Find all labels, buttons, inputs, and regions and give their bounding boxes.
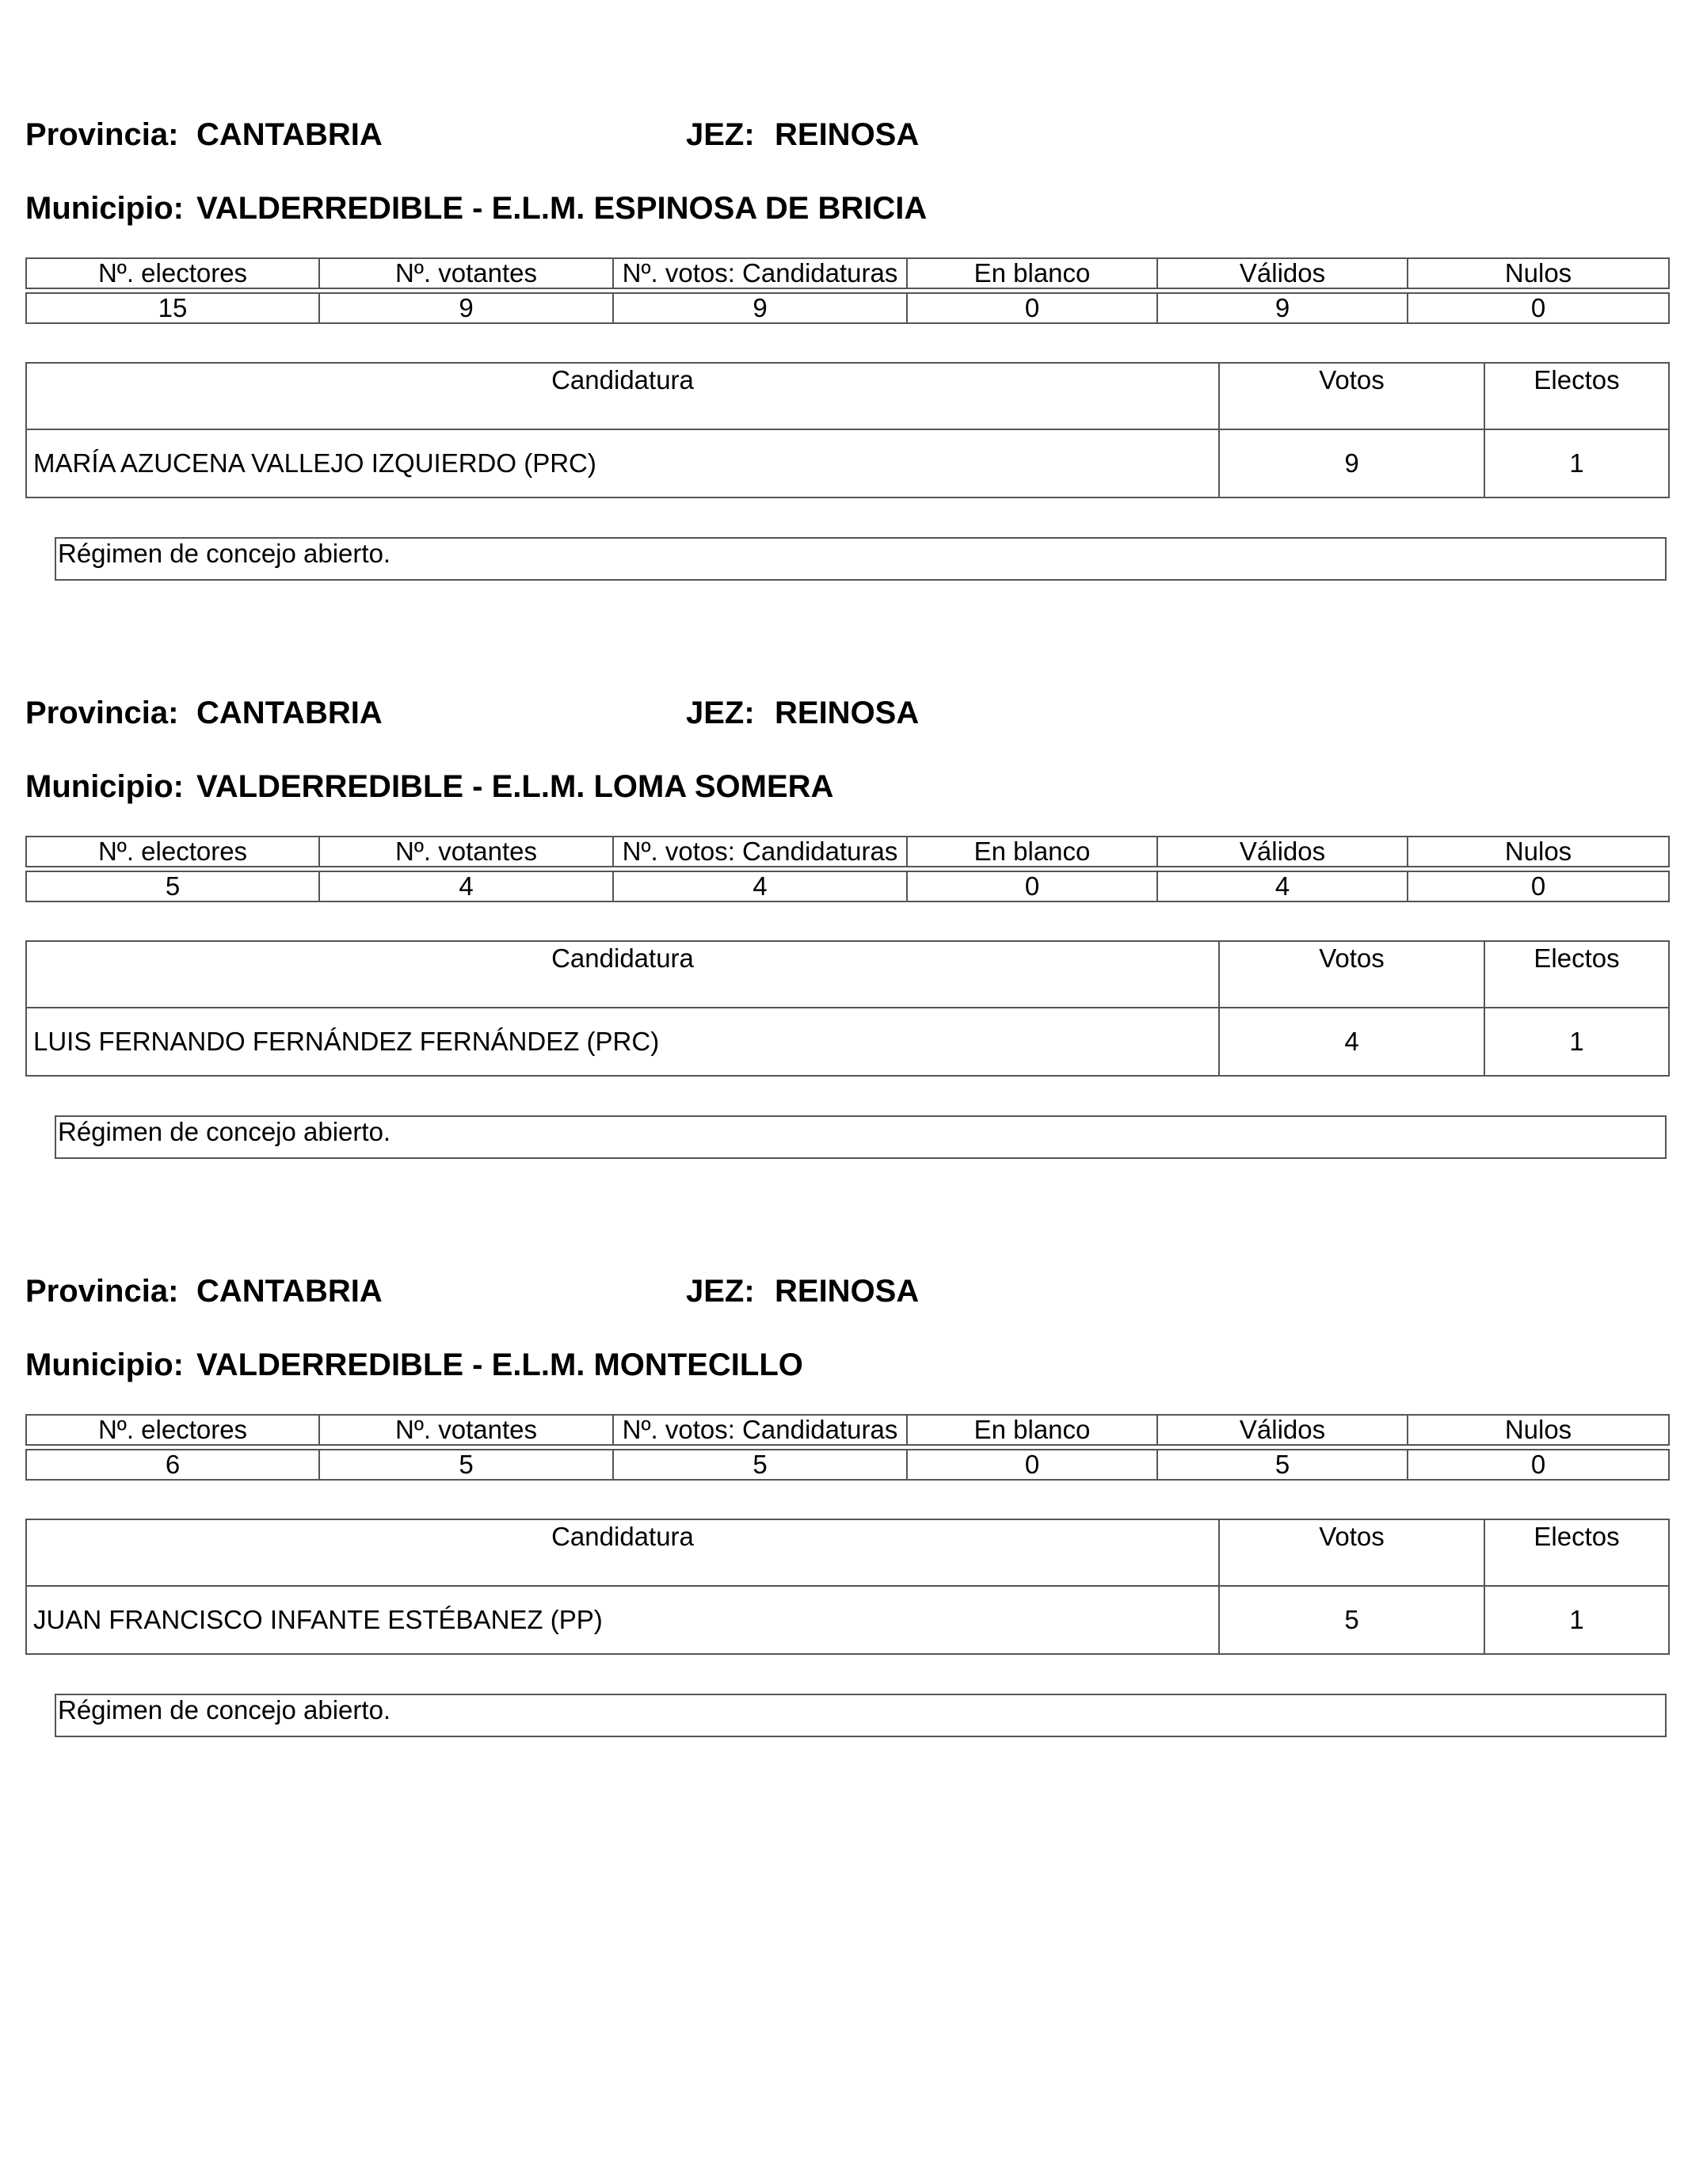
header-nulos: Nulos bbox=[1408, 258, 1669, 288]
header-votos-candidaturas: Nº. votos: Candidaturas bbox=[613, 258, 907, 288]
header-votantes: Nº. votantes bbox=[319, 837, 613, 867]
value-en-blanco: 0 bbox=[907, 293, 1157, 323]
header-validos: Válidos bbox=[1157, 258, 1408, 288]
value-validos: 4 bbox=[1157, 871, 1408, 901]
provincia-value: CANTABRIA bbox=[196, 1274, 383, 1309]
candidate-row bbox=[26, 1008, 1669, 1076]
jez-label: JEZ: bbox=[686, 1274, 755, 1309]
value-electores: 15 bbox=[26, 293, 319, 323]
value-votantes: 9 bbox=[319, 293, 613, 323]
value-votantes: 5 bbox=[319, 1450, 613, 1480]
candidate-row bbox=[26, 429, 1669, 497]
stats-table bbox=[25, 257, 1670, 324]
candidate-votos: 5 bbox=[1219, 1586, 1484, 1654]
jez-value: REINOSA bbox=[775, 1274, 920, 1309]
candidate-row bbox=[26, 1586, 1669, 1654]
header-validos: Válidos bbox=[1157, 837, 1408, 867]
header-votantes: Nº. votantes bbox=[319, 1415, 613, 1445]
provincia-value: CANTABRIA bbox=[196, 117, 383, 152]
header-electos: Electos bbox=[1484, 1519, 1669, 1586]
municipio-label: Municipio: bbox=[25, 769, 184, 804]
header-votos-candidaturas: Nº. votos: Candidaturas bbox=[613, 837, 907, 867]
candidate-electos: 1 bbox=[1484, 1586, 1669, 1654]
value-votos-candidaturas: 4 bbox=[613, 871, 907, 901]
candidate-name: MARÍA AZUCENA VALLEJO IZQUIERDO (PRC) bbox=[26, 429, 1219, 497]
stats-header-row bbox=[26, 258, 1669, 288]
header-electos: Electos bbox=[1484, 941, 1669, 1008]
stats-table bbox=[25, 836, 1670, 902]
stats-header-row bbox=[26, 1415, 1669, 1445]
municipio-label: Municipio: bbox=[25, 191, 184, 226]
candidate-name: JUAN FRANCISCO INFANTE ESTÉBANEZ (PP) bbox=[26, 1586, 1219, 1654]
header-nulos: Nulos bbox=[1408, 837, 1669, 867]
value-nulos: 0 bbox=[1408, 293, 1669, 323]
municipio-section-3 bbox=[0, 1275, 1684, 1858]
provincia-label: Provincia: bbox=[25, 117, 179, 152]
header-candidatura: Candidatura bbox=[26, 363, 1219, 429]
value-votantes: 4 bbox=[319, 871, 613, 901]
header-nulos: Nulos bbox=[1408, 1415, 1669, 1445]
header-electores: Nº. electores bbox=[26, 837, 319, 867]
candidate-name: LUIS FERNANDO FERNÁNDEZ FERNÁNDEZ (PRC) bbox=[26, 1008, 1219, 1076]
regimen-note: Régimen de concejo abierto. bbox=[55, 537, 1667, 581]
jez-value: REINOSA bbox=[775, 696, 920, 730]
municipio-section-2 bbox=[0, 697, 1684, 1279]
regimen-note: Régimen de concejo abierto. bbox=[55, 1115, 1667, 1159]
header-electores: Nº. electores bbox=[26, 1415, 319, 1445]
provincia-label: Provincia: bbox=[25, 696, 179, 730]
municipio-value: VALDERREDIBLE - E.L.M. ESPINOSA DE BRICIA bbox=[196, 191, 928, 226]
header-validos: Válidos bbox=[1157, 1415, 1408, 1445]
header-votos: Votos bbox=[1219, 941, 1484, 1008]
value-votos-candidaturas: 5 bbox=[613, 1450, 907, 1480]
header-candidatura: Candidatura bbox=[26, 1519, 1219, 1586]
value-validos: 5 bbox=[1157, 1450, 1408, 1480]
jez-label: JEZ: bbox=[686, 117, 755, 152]
candidates-header-row bbox=[26, 1519, 1669, 1586]
stats-table bbox=[25, 1414, 1670, 1481]
provincia-value: CANTABRIA bbox=[196, 696, 383, 730]
header-votantes: Nº. votantes bbox=[319, 258, 613, 288]
value-nulos: 0 bbox=[1408, 1450, 1669, 1480]
municipio-section-1 bbox=[0, 119, 1684, 701]
value-electores: 6 bbox=[26, 1450, 319, 1480]
header-electores: Nº. electores bbox=[26, 258, 319, 288]
header-votos: Votos bbox=[1219, 363, 1484, 429]
stats-value-row bbox=[26, 871, 1669, 901]
header-candidatura: Candidatura bbox=[26, 941, 1219, 1008]
candidates-table bbox=[25, 940, 1670, 1077]
value-votos-candidaturas: 9 bbox=[613, 293, 907, 323]
municipio-value: VALDERREDIBLE - E.L.M. LOMA SOMERA bbox=[196, 769, 834, 804]
candidate-votos: 4 bbox=[1219, 1008, 1484, 1076]
municipio-label: Municipio: bbox=[25, 1347, 184, 1382]
value-nulos: 0 bbox=[1408, 871, 1669, 901]
header-votos: Votos bbox=[1219, 1519, 1484, 1586]
municipio-value: VALDERREDIBLE - E.L.M. MONTECILLO bbox=[196, 1347, 803, 1382]
candidate-electos: 1 bbox=[1484, 1008, 1669, 1076]
value-en-blanco: 0 bbox=[907, 1450, 1157, 1480]
candidates-table bbox=[25, 1519, 1670, 1655]
stats-value-row bbox=[26, 1450, 1669, 1480]
regimen-note: Régimen de concejo abierto. bbox=[55, 1694, 1667, 1737]
value-validos: 9 bbox=[1157, 293, 1408, 323]
jez-value: REINOSA bbox=[775, 117, 920, 152]
candidates-header-row bbox=[26, 363, 1669, 429]
candidate-votos: 9 bbox=[1219, 429, 1484, 497]
stats-header-row bbox=[26, 837, 1669, 867]
header-votos-candidaturas: Nº. votos: Candidaturas bbox=[613, 1415, 907, 1445]
candidate-electos: 1 bbox=[1484, 429, 1669, 497]
value-electores: 5 bbox=[26, 871, 319, 901]
header-en-blanco: En blanco bbox=[907, 1415, 1157, 1445]
value-en-blanco: 0 bbox=[907, 871, 1157, 901]
candidates-table bbox=[25, 362, 1670, 498]
header-en-blanco: En blanco bbox=[907, 258, 1157, 288]
provincia-label: Provincia: bbox=[25, 1274, 179, 1309]
header-electos: Electos bbox=[1484, 363, 1669, 429]
stats-value-row bbox=[26, 293, 1669, 323]
header-en-blanco: En blanco bbox=[907, 837, 1157, 867]
candidates-header-row bbox=[26, 941, 1669, 1008]
jez-label: JEZ: bbox=[686, 696, 755, 730]
